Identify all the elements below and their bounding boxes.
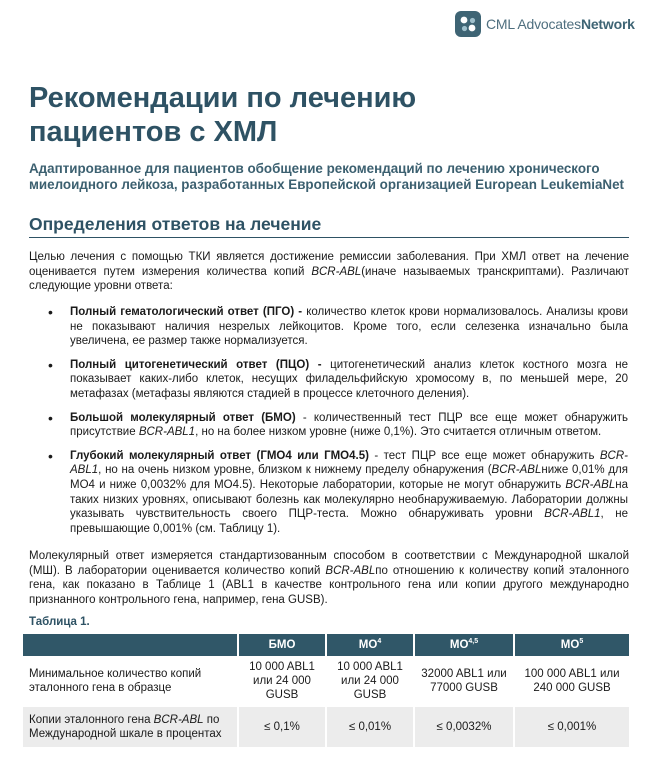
section-divider	[29, 237, 629, 238]
page-title: Рекомендации по лечению пациентов с ХМЛ	[29, 82, 417, 148]
list-item: • Полный гематологический ответ (ПГО) - количество клеток крови нормализовалось. Анализы крови не показывают наличия незрелых лейкоцитов. Кроме того, если селезенка изначально была увеличена, ее размер также нормализуется.	[70, 305, 628, 349]
table-cell: 10 000 ABL1 или 24 000 GUSB	[238, 656, 326, 707]
table-header-mo4: $МО^4$	[326, 634, 414, 656]
table-row	[23, 656, 629, 707]
table-cell: 100 000 ABL1 или 240 000 GUSB	[514, 656, 629, 707]
cml-advocates-logo	[455, 10, 635, 38]
page-subtitle: Адаптированное для пациентов обобщение рекомендаций по лечению хронического миелоидного лейкоза, разработанных Европейской организацией European LeukemiaNet	[29, 161, 624, 192]
table-header-mo5: $МО^5$	[514, 634, 629, 656]
table-header-empty	[23, 634, 238, 656]
response-table	[23, 634, 629, 748]
table-cell: ≤ 0,1%	[238, 707, 326, 748]
table-caption: Таблица 1.	[29, 616, 90, 628]
list-item: • Полный цитогенетический ответ (ПЦО) - цитогенетический анализ клеток костного мозга не показывает каких-либо клеток, несущих филадельфийскую хромосому в, по меньшей мере, 20 метафазах (метафазы являются стадией в процессе клеточного деления).	[70, 358, 628, 402]
table-cell: ≤ 0,01%	[326, 707, 414, 748]
table-header-mo45: МО$^{4,5}$	[414, 634, 514, 656]
table-header-row	[23, 634, 629, 656]
table-cell: ≤ 0,001%	[514, 707, 629, 748]
logo-text: CML AdvocatesNetwork	[486, 16, 635, 32]
cml-network-logo-icon	[455, 11, 481, 37]
table-cell: 32000 ABL1 или 77000 GUSB	[414, 656, 514, 707]
row-label: Копии эталонного гена BCR-ABL по Международной шкале в процентах	[23, 707, 238, 748]
international-scale-paragraph: Молекулярный ответ измеряется стандартизованным способом в соответствии с Международной шкалой (МШ). В лаборатории оценивается количество копий BCR-ABLпо отношению к количеству копий эталонного гена, как показано в Таблице 1 (ABL1 в качестве контрольного гена или копии другого международно признанного контрольного гена, например, гена GUSB).	[29, 550, 629, 606]
intro-paragraph: Целью лечения с помощью ТКИ является достижение ремиссии заболевания. При ХМЛ ответ на лечение оценивается путем измерения количества копий BCR-ABL(иначе называемых транскриптами). Различают следующие уровни ответа:	[29, 251, 629, 293]
section-heading: Определения ответов на лечение	[29, 214, 322, 234]
row-label: Минимальное количество копий эталонного гена в образце	[23, 656, 238, 707]
list-item: • Большой молекулярный ответ (БМО) - количественный тест ПЦР все еще может обнаружить присутствие BCR-ABL1, но на более низком уровне (ниже 0,1%). Это считается отличным ответом.	[70, 411, 628, 440]
list-item: • Глубокий молекулярный ответ (ГМО4 или ГМО4.5) - тест ПЦР все еще может обнаружить BCR-ABL1, но на очень низком уровне, близком к нижнему пределу обнаружения (BCR-ABLниже 0,01% для МО4 и ниже 0,0032% для МО4.5). Некоторые лаборатории, которые не могут обнаружить BCR-ABLна таких низких уровнях, описывают болезнь как молекулярно необнаруживаемую. Лаборатории должны указывать чувствительность своего ПЦР-теста. Можно обнаруживать уровни BCR-ABL1, не превышающие 0,001% (см. Таблицу 1).	[70, 449, 628, 537]
table-header-bmo: БМО	[238, 634, 326, 656]
table-row	[23, 707, 629, 748]
response-levels-list	[70, 305, 628, 536]
table-cell: 10 000 ABL1 или 24 000 GUSB	[326, 656, 414, 707]
table-cell: ≤ 0,0032%	[414, 707, 514, 748]
